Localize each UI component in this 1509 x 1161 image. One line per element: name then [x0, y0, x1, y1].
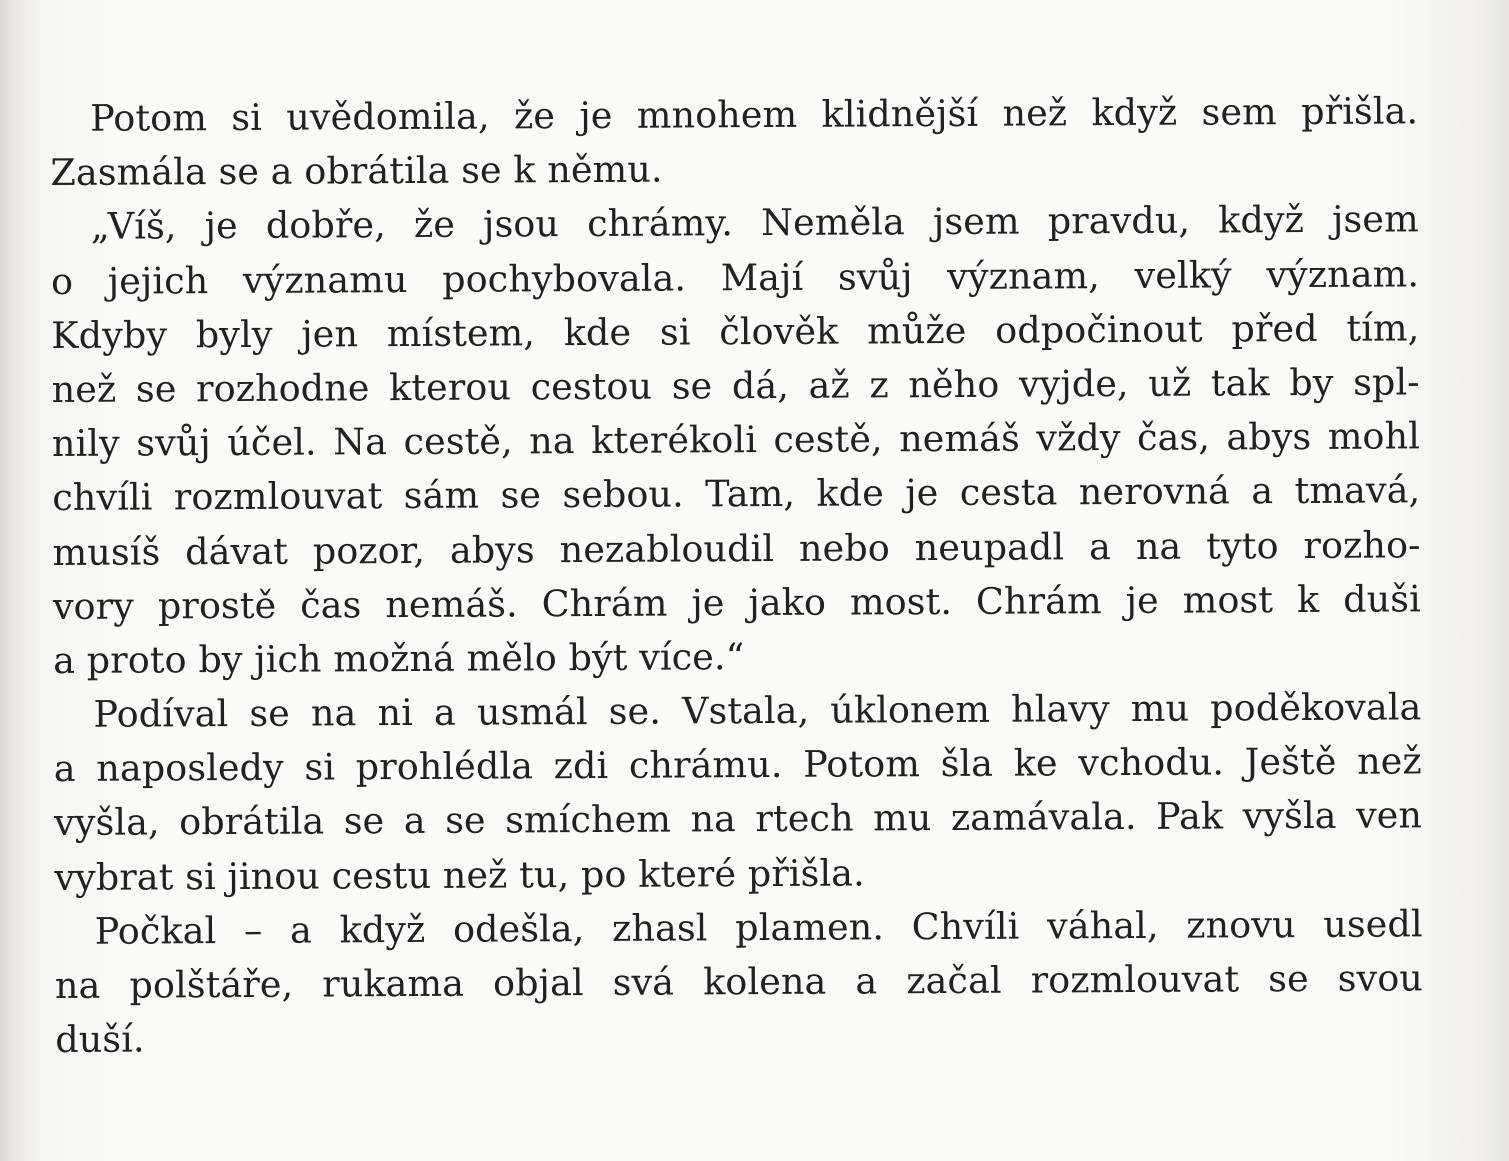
text-line: Potom si uvědomila, že je mnohem klidnější než když sem přišla.: [90, 89, 1419, 140]
text-line: o jejich významu pochybovala. Mají svůj význam, velký význam.: [50, 251, 1420, 303]
text-line: chvíli rozmlouvat sám se sebou. Tam, kde je cesta nerovná a tmavá,: [52, 468, 1421, 520]
text-line: a naposledy si prohlédla zdi chrámu. Potom šla ke vchodu. Ještě než: [53, 739, 1422, 791]
body-text: [50, 84, 1423, 1067]
text-line: Počkal – a když odešla, zhasl plamen. Chvíli váhal, znovu usedl: [94, 902, 1423, 953]
text-line: Zasmála se a obrátila se k němu.: [50, 147, 663, 195]
text-line: vyšla, obrátila se a se smíchem na rtech mu zamávala. Pak vyšla ven: [53, 793, 1423, 845]
text-line: vybrat si jinou cestu než tu, po které přišla.: [54, 851, 865, 899]
text-line: Kdyby byly jen místem, kde si člověk může odpočinout před tím,: [51, 306, 1420, 357]
text-line: Podíval se na ni a usmál se. Vstala, úklonem hlavy mu poděkovala: [93, 685, 1422, 736]
text-line: duší.: [55, 1017, 145, 1062]
text-line: než se rozhodne kterou cestou se dá, až z něho vyjde, už tak by spl-: [51, 360, 1420, 411]
text-line: nily svůj účel. Na cestě, na kterékoli cestě, nemáš vždy čas, abys mohl: [51, 414, 1421, 466]
text-line: „Víš, je dobře, že jsou chrámy. Neměla jsem pravdu, když jsem: [90, 197, 1419, 249]
text-line: musíš dávat pozor, abys nezabloudil nebo neupadl a na tyto rozho-: [52, 522, 1421, 574]
text-line: vory prostě čas nemáš. Chrám je jako most. Chrám je most k duši: [52, 577, 1421, 628]
text-line: a proto by jich možná mělo být více.“: [53, 635, 745, 682]
text-line: na polštáře, rukama objal svá kolena a začal rozmlouvat se svou: [54, 956, 1424, 1007]
